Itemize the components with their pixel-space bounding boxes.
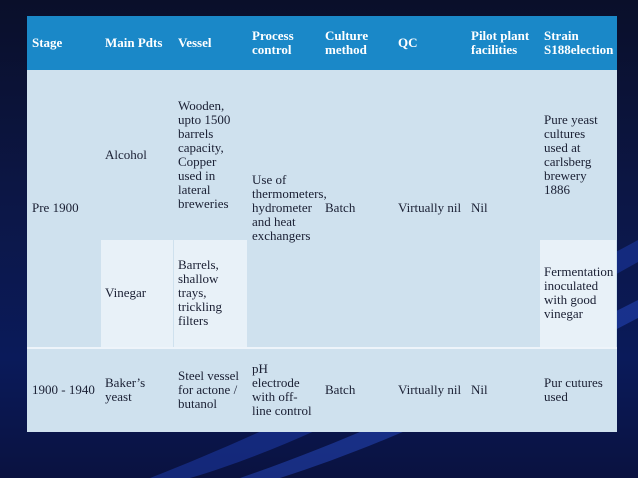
qc-cell: Virtually nil [394,348,467,432]
pilot-plant-cell: Nil [467,348,540,432]
fermentation-history-table [27,16,617,432]
header-pilot-plant: Pilot plant facilities [467,17,540,70]
header-vessel: Vessel [174,17,248,70]
vessel-cell: Steel vessel for actone / butanol [174,348,248,432]
strain-cell: Pure yeast cultures used at carlsberg brewery 1886 [540,70,617,240]
strain-cell: Pur cutures used [540,348,617,432]
header-culture-method: Culture method [321,17,394,70]
qc-cell: Virtually nil [394,70,467,348]
header-stage: Stage [28,17,101,70]
vessel-cell: Barrels, shallow trays, trickling filters [174,240,248,348]
table-row [28,348,617,432]
product-cell: Vinegar [101,240,174,348]
product-cell: Baker’s yeast [101,348,174,432]
pilot-plant-cell: Nil [467,70,540,348]
stage-cell: 1900 - 1940 [28,348,101,432]
process-control-cell: Use of thermometers, hydrometer and heat exchangers [248,70,321,348]
header-qc: QC [394,17,467,70]
process-control-cell: pH electrode with off-line control [248,348,321,432]
header-strain-selection: Strain S188election [540,17,617,70]
header-process-control: Process control [248,17,321,70]
culture-method-cell: Batch [321,348,394,432]
culture-method-cell: Batch [321,70,394,348]
header-row [28,17,617,70]
vessel-cell: Wooden, upto 1500 barrels capacity, Copper used in lateral breweries [174,70,248,240]
product-cell: Alcohol [101,70,174,240]
stage-cell: Pre 1900 [28,70,101,348]
strain-cell: Fermentation inoculated with good vinegar [540,240,617,348]
table-row [28,70,617,240]
header-main-products: Main Pdts [101,17,174,70]
